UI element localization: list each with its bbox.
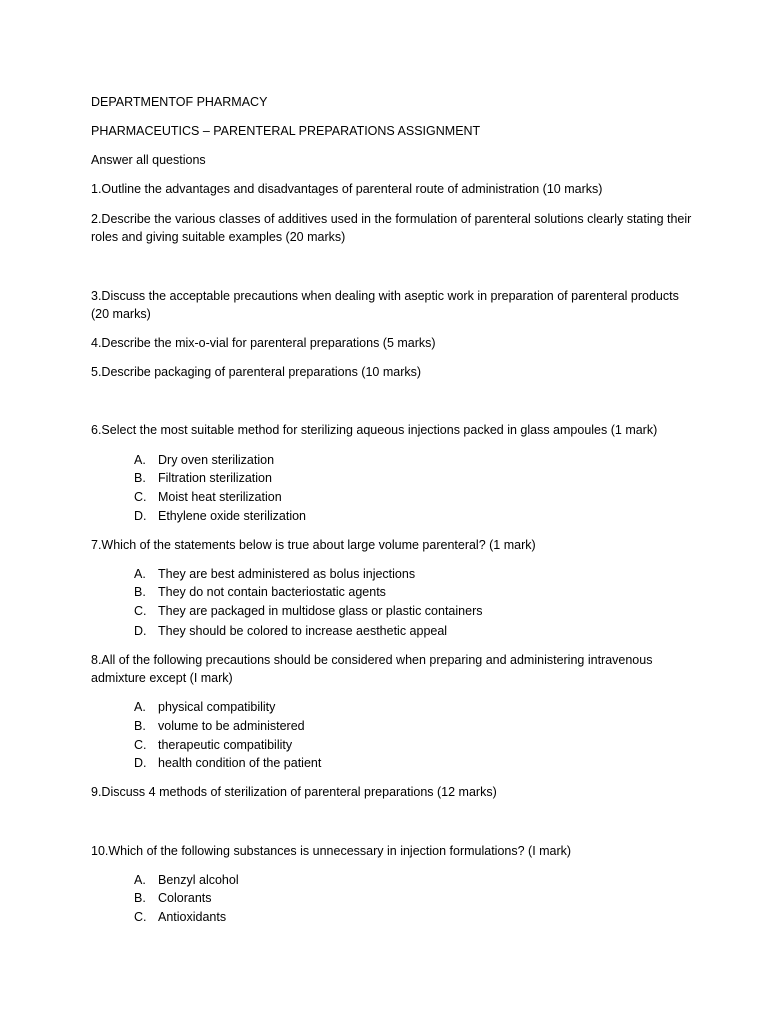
- option-letter: B.: [134, 891, 146, 905]
- option-text: Dry oven sterilization: [158, 453, 275, 467]
- option-6a: [134, 451, 274, 469]
- option-text: Moist heat sterilization: [158, 490, 282, 504]
- option-letter: A.: [134, 567, 146, 581]
- option-text: physical compatibility: [158, 700, 276, 714]
- option-8b: [134, 717, 305, 735]
- option-text: Ethylene oxide sterilization: [158, 509, 306, 523]
- question-3: 3.Discuss the acceptable precautions when dealing with aseptic work in preparation of parenteral products (20 marks): [91, 289, 679, 321]
- option-8d: [134, 754, 321, 772]
- option-text: They should be colored to increase aesthetic appeal: [158, 624, 448, 638]
- question-10: 10.Which of the following substances is unnecessary in injection formulations? (I mark): [91, 844, 572, 858]
- option-letter: C.: [134, 910, 147, 924]
- question-1: 1.Outline the advantages and disadvantages of parenteral route of administration (10 marks): [91, 182, 603, 196]
- option-10b: [134, 889, 212, 907]
- option-8a: [134, 698, 275, 716]
- option-letter: B.: [134, 585, 146, 599]
- option-letter: A.: [134, 873, 146, 887]
- question-2: 2.Describe the various classes of additives used in the formulation of parenteral solutions clearly stating their roles and giving suitable examples (20 marks): [91, 212, 692, 244]
- option-letter: D.: [134, 509, 147, 523]
- option-text: They are packaged in multidose glass or plastic containers: [158, 604, 483, 618]
- instruction-text: Answer all questions: [91, 153, 206, 167]
- option-letter: A.: [134, 700, 146, 714]
- option-text: Benzyl alcohol: [158, 873, 239, 887]
- option-text: health condition of the patient: [158, 756, 322, 770]
- question-6: 6.Select the most suitable method for sterilizing aqueous injections packed in glass ampoules (1 mark): [91, 423, 658, 437]
- question-4: 4.Describe the mix-o-vial for parenteral preparations (5 marks): [91, 336, 436, 350]
- option-6d: [134, 507, 306, 525]
- option-text: therapeutic compatibility: [158, 738, 293, 752]
- option-letter: B.: [134, 471, 146, 485]
- option-10c: [134, 908, 226, 926]
- option-7a: [134, 565, 415, 583]
- option-text: They are best administered as bolus injections: [158, 567, 416, 581]
- option-letter: D.: [134, 756, 147, 770]
- option-text: Filtration sterilization: [158, 471, 272, 485]
- option-text: volume to be administered: [158, 719, 305, 733]
- option-letter: A.: [134, 453, 146, 467]
- option-text: Antioxidants: [158, 910, 227, 924]
- option-10a: [134, 871, 239, 889]
- question-7: 7.Which of the statements below is true about large volume parenteral? (1 mark): [91, 538, 536, 552]
- option-letter: D.: [134, 624, 147, 638]
- option-letter: C.: [134, 604, 147, 618]
- question-8: 8.All of the following precautions should be considered when preparing and administering intravenous admixture except (I mark): [91, 653, 653, 685]
- question-9: 9.Discuss 4 methods of sterilization of parenteral preparations (12 marks): [91, 785, 497, 799]
- option-text: Colorants: [158, 891, 212, 905]
- option-7d: [134, 622, 447, 640]
- question-5: 5.Describe packaging of parenteral preparations (10 marks): [91, 365, 422, 379]
- option-7c: [134, 602, 482, 620]
- department-heading: DEPARTMENTOF PHARMACY: [91, 95, 268, 109]
- option-7b: [134, 583, 386, 601]
- option-text: They do not contain bacteriostatic agents: [158, 585, 386, 599]
- option-6c: [134, 488, 282, 506]
- option-letter: C.: [134, 738, 147, 752]
- option-letter: B.: [134, 719, 146, 733]
- option-letter: C.: [134, 490, 147, 504]
- assignment-title: PHARMACEUTICS – PARENTERAL PREPARATIONS ASSIGNMENT: [91, 124, 481, 138]
- option-8c: [134, 736, 292, 754]
- option-6b: [134, 469, 272, 487]
